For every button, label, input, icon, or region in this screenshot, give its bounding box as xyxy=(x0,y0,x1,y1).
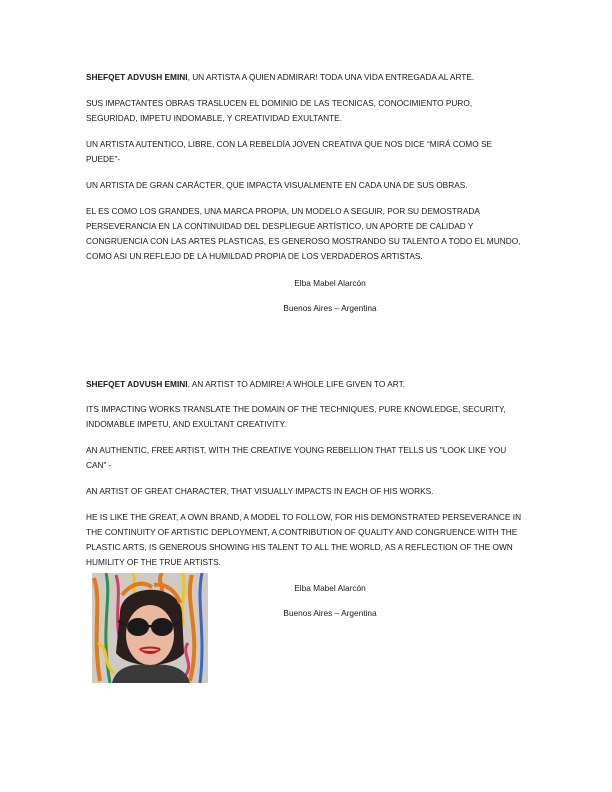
es-signature-name: Elba Mabel Alarcón xyxy=(294,278,366,288)
en-paragraph-brand: HE IS LIKE THE GREAT, A OWN BRAND, A MODEL TO FOLLOW, FOR HIS DEMONSTRATED PERSEVERANCE IN THE CONTINUITY OF ARTISTIC DEPLOYMENT, A CONTRIBUTION OF QUALITY AND CONGRUENCE WITH THE PLASTIC ARTS, IS GENEROUS SHOWING HIS TALENT TO ALL THE WORLD, AS A REFLECTION OF THE OWN HUMILITY OF THE TRUE ARTISTS. xyxy=(86,512,522,567)
es-signature-place: Buenos Aires – Argentina xyxy=(283,303,377,313)
es-intro-paragraph xyxy=(86,70,526,85)
en-paragraph-character: AN ARTIST OF GREAT CHARACTER, THAT VISUALLY IMPACTS IN EACH OF HIS WORKS. xyxy=(86,486,434,496)
es-paragraph-character: UN ARTISTA DE GRAN CARÁCTER, QUE IMPACTA VISUALMENTE EN CADA UNA DE SUS OBRAS. xyxy=(86,180,468,190)
en-paragraph-authentic: AN AUTHENTIC, FREE ARTIST, WITH THE CREATIVE YOUNG REBELLION THAT TELLS US "LOOK LIKE YOU CAN" - xyxy=(86,445,507,470)
es-artist-name: SHEFQET ADVUSH EMINI xyxy=(86,72,188,82)
es-paragraph-authentic: UN ARTISTA AUTENTICO, LIBRE, CON LA REBELDÍA JOVEN CREATIVA QUE NOS DICE “MIRÁ COMO SE PUEDE”- xyxy=(86,139,493,164)
en-signature-place: Buenos Aires – Argentina xyxy=(283,608,377,618)
en-signature-name: Elba Mabel Alarcón xyxy=(294,583,366,593)
es-paragraph-brand: EL ES COMO LOS GRANDES, UNA MARCA PROPIA, UN MODELO A SEGUIR, POR SU DEMOSTRADA PERSEVERANCIA EN LA CONTINUIDAD DEL DESPLIEGUE ARTÍSTICO, UN APORTE DE CALIDAD Y CONGRUENCIA CON LAS ARTES PLASTICAS, ES GENEROSO MOSTRANDO SU TALENTO A TODO EL MUNDO, COMO ASI UN REFLEJO DE LA HUMILDAD PROPIA DE LOS VERDADEROS ARTISTAS. xyxy=(86,206,521,261)
en-artist-name: SHEFQET ADVUSH EMINI xyxy=(86,379,188,389)
author-portrait-photo xyxy=(92,573,208,683)
es-intro-text: , UN ARTISTA A QUIEN ADMIRAR! TODA UNA VIDA ENTREGADA AL ARTE. xyxy=(187,72,475,82)
en-intro-text: , AN ARTIST TO ADMIRE! A WHOLE LIFE GIVEN TO ART. xyxy=(187,379,406,389)
en-paragraph-works: ITS IMPACTING WORKS TRANSLATE THE DOMAIN OF THE TECHNIQUES, PURE KNOWLEDGE, SECURITY, INDOMABLE IMPETU, AND EXULTANT CREATIVITY. xyxy=(86,404,506,429)
es-paragraph-works: SUS IMPACTANTES OBRAS TRASLUCEN EL DOMINIO DE LAS TECNICAS, CONOCIMIENTO PURO, SEGURIDAD, IMPETU INDOMABLE, Y CREATIVIDAD EXULTANTE. xyxy=(86,98,473,123)
en-intro-paragraph xyxy=(86,377,526,392)
